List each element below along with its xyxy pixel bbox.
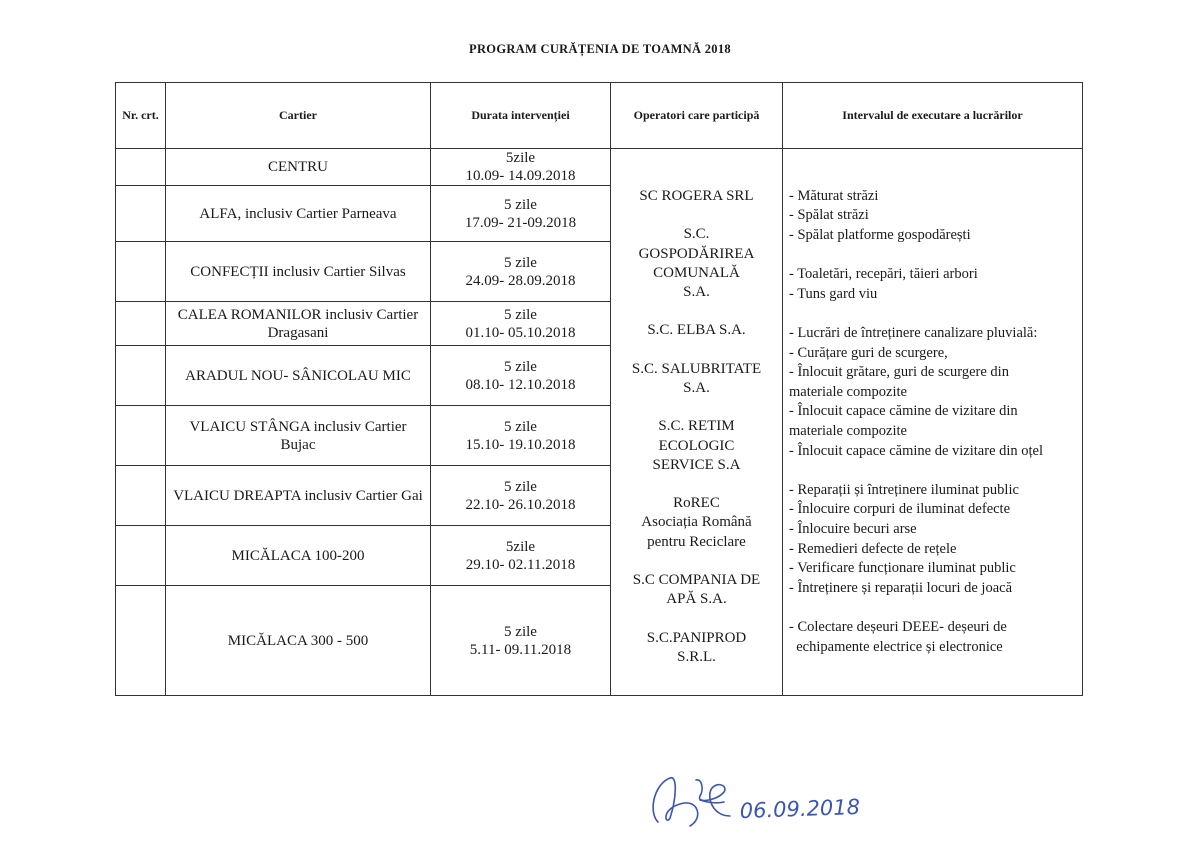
operator-line: RoREC bbox=[673, 495, 720, 512]
cell-durata bbox=[431, 186, 611, 242]
duration-dates: 22.10- 26.10.2018 bbox=[465, 496, 576, 513]
cell-durata bbox=[431, 242, 611, 302]
operator-line: S.C. RETIM bbox=[658, 418, 735, 435]
cell-nr bbox=[116, 346, 166, 406]
table-header-row bbox=[116, 83, 1083, 149]
task-line: - Curățare guri de scurgere, bbox=[789, 344, 948, 361]
table-row bbox=[116, 149, 1083, 186]
task-line: - Verificare funcționare iluminat public bbox=[789, 560, 1016, 577]
header-durata: Durata intervenției bbox=[431, 83, 611, 149]
task-line: materiale compozite bbox=[789, 383, 907, 400]
cell-durata bbox=[431, 406, 611, 466]
operator-line: SERVICE S.A bbox=[652, 456, 741, 473]
cell-cartier bbox=[166, 346, 431, 406]
cell-durata bbox=[431, 526, 611, 586]
task-line: - Spălat platforme gospodărești bbox=[789, 227, 971, 244]
signature-block bbox=[640, 760, 910, 840]
cell-operatori bbox=[611, 149, 783, 696]
cell-durata bbox=[431, 346, 611, 406]
task-line: - Înlocuire corpuri de iluminat defecte bbox=[789, 501, 1011, 518]
cell-cartier bbox=[166, 406, 431, 466]
duration-dates: 15.10- 19.10.2018 bbox=[465, 436, 576, 453]
cell-nr bbox=[116, 186, 166, 242]
task-line: - Toaletări, recepări, tăieri arbori bbox=[789, 266, 978, 283]
cell-cartier bbox=[166, 526, 431, 586]
cell-cartier bbox=[166, 302, 431, 346]
cell-durata bbox=[431, 149, 611, 186]
operator-line: S.C.PANIPROD bbox=[646, 629, 747, 646]
cartier-name: ARADUL NOU- SÂNICOLAU MIC bbox=[185, 367, 411, 384]
cartier-name: ALFA, inclusiv Cartier Parneava bbox=[199, 205, 397, 222]
task-line: - Spălat străzi bbox=[789, 207, 869, 224]
duration-days: 5 zile bbox=[504, 478, 537, 495]
operator-line: APĂ S.A. bbox=[666, 591, 727, 608]
duration-days: 5 zile bbox=[504, 196, 537, 213]
signature-date: 06.09.2018 bbox=[739, 794, 861, 824]
task-line: - Înlocuit capace cămine de vizitare din oțel bbox=[789, 442, 1044, 459]
cell-nr bbox=[116, 526, 166, 586]
operator-line: Asociația Română bbox=[641, 514, 752, 531]
cell-nr bbox=[116, 586, 166, 696]
cell-cartier bbox=[166, 186, 431, 242]
duration-dates: 29.10- 02.11.2018 bbox=[465, 556, 576, 573]
document-title: PROGRAM CURĂȚENIA DE TOAMNĂ 2018 bbox=[469, 42, 731, 56]
header-operatori: Operatori care participă bbox=[611, 83, 783, 149]
duration-dates: 10.09- 14.09.2018 bbox=[465, 168, 576, 184]
cartier-name: CALEA ROMANILOR inclusiv Cartier Dragasani bbox=[177, 306, 419, 341]
cartier-name: MICĂLACA 100-200 bbox=[231, 547, 365, 564]
task-line: - Măturat străzi bbox=[789, 187, 879, 204]
cell-durata bbox=[431, 586, 611, 696]
task-line: - Întreținere și reparații locuri de joacă bbox=[789, 579, 1013, 596]
task-line: - Reparații și întreținere iluminat public bbox=[789, 481, 1019, 498]
operator-line: S.C. ELBA S.A. bbox=[647, 322, 746, 339]
cell-cartier bbox=[166, 466, 431, 526]
cell-nr bbox=[116, 149, 166, 186]
duration-days: 5zile bbox=[505, 150, 536, 166]
duration-dates: 01.10- 05.10.2018 bbox=[465, 324, 576, 341]
schedule-table bbox=[115, 82, 1083, 696]
cell-cartier bbox=[166, 242, 431, 302]
task-line: - Colectare deșeuri DEEE- deșeuri de bbox=[789, 618, 1007, 635]
operator-line: S.C. bbox=[683, 226, 710, 243]
task-line: - Înlocuire becuri arse bbox=[789, 520, 917, 537]
cartier-name: VLAICU STÂNGA inclusiv Cartier Bujac bbox=[189, 418, 407, 453]
handwritten-signature bbox=[653, 778, 730, 826]
duration-days: 5 zile bbox=[504, 306, 537, 323]
cell-nr bbox=[116, 242, 166, 302]
operator-line: GOSPODĂRIREA bbox=[638, 245, 755, 262]
duration-days: 5zile bbox=[505, 538, 536, 555]
operator-line: ECOLOGIC bbox=[658, 437, 735, 454]
operator-line: pentru Reciclare bbox=[647, 533, 746, 550]
operator-line: SC ROGERA SRL bbox=[639, 188, 754, 205]
operator-line: S.R.L. bbox=[677, 648, 716, 665]
task-line: - Tuns gard viu bbox=[789, 285, 878, 302]
cartier-name: CENTRU bbox=[268, 159, 328, 175]
duration-dates: 5.11- 09.11.2018 bbox=[469, 641, 572, 658]
header-interval: Intervalul de executare a lucrărilor bbox=[783, 83, 1083, 149]
cell-cartier bbox=[166, 149, 431, 186]
cell-nr bbox=[116, 466, 166, 526]
cell-durata bbox=[431, 466, 611, 526]
operator-line: COMUNALĂ bbox=[653, 264, 740, 281]
duration-dates: 24.09- 28.09.2018 bbox=[465, 272, 576, 289]
task-line: - Înlocuit grătare, guri de scurgere din bbox=[789, 364, 1009, 381]
task-line: - Lucrări de întreținere canalizare pluvială: bbox=[789, 325, 1038, 342]
cartier-name: MICĂLACA 300 - 500 bbox=[227, 632, 369, 649]
cell-durata bbox=[431, 302, 611, 346]
schedule-body bbox=[116, 149, 1083, 696]
duration-days: 5 zile bbox=[504, 358, 537, 375]
operator-line: S.A. bbox=[683, 380, 710, 396]
header-nr-crt: Nr. crt. bbox=[116, 83, 166, 149]
task-line: - Înlocuit capace cămine de vizitare din bbox=[789, 403, 1018, 420]
operator-line: S.C. SALUBRITATE bbox=[631, 360, 762, 377]
duration-dates: 17.09- 21-09.2018 bbox=[464, 214, 577, 231]
task-line: echipamente electrice și electronice bbox=[789, 638, 1003, 655]
cartier-name: CONFECȚII inclusiv Cartier Silvas bbox=[190, 263, 406, 280]
cell-interval bbox=[783, 149, 1083, 696]
tasks-list bbox=[783, 187, 1082, 657]
cell-nr bbox=[116, 406, 166, 466]
duration-days: 5 zile bbox=[504, 418, 537, 435]
cartier-name: VLAICU DREAPTA inclusiv Cartier Gai bbox=[173, 487, 423, 504]
task-line: - Remedieri defecte de rețele bbox=[789, 540, 957, 557]
operators-list bbox=[611, 187, 782, 667]
header-cartier: Cartier bbox=[166, 83, 431, 149]
duration-days: 5 zile bbox=[504, 254, 537, 271]
cell-cartier bbox=[166, 586, 431, 696]
operator-line: S.C COMPANIA DE bbox=[632, 571, 761, 588]
duration-dates: 08.10- 12.10.2018 bbox=[465, 376, 576, 393]
operator-line: S.A. bbox=[683, 284, 710, 301]
duration-days: 5 zile bbox=[504, 623, 537, 640]
task-line: materiale compozite bbox=[789, 423, 907, 439]
cell-nr bbox=[116, 302, 166, 346]
